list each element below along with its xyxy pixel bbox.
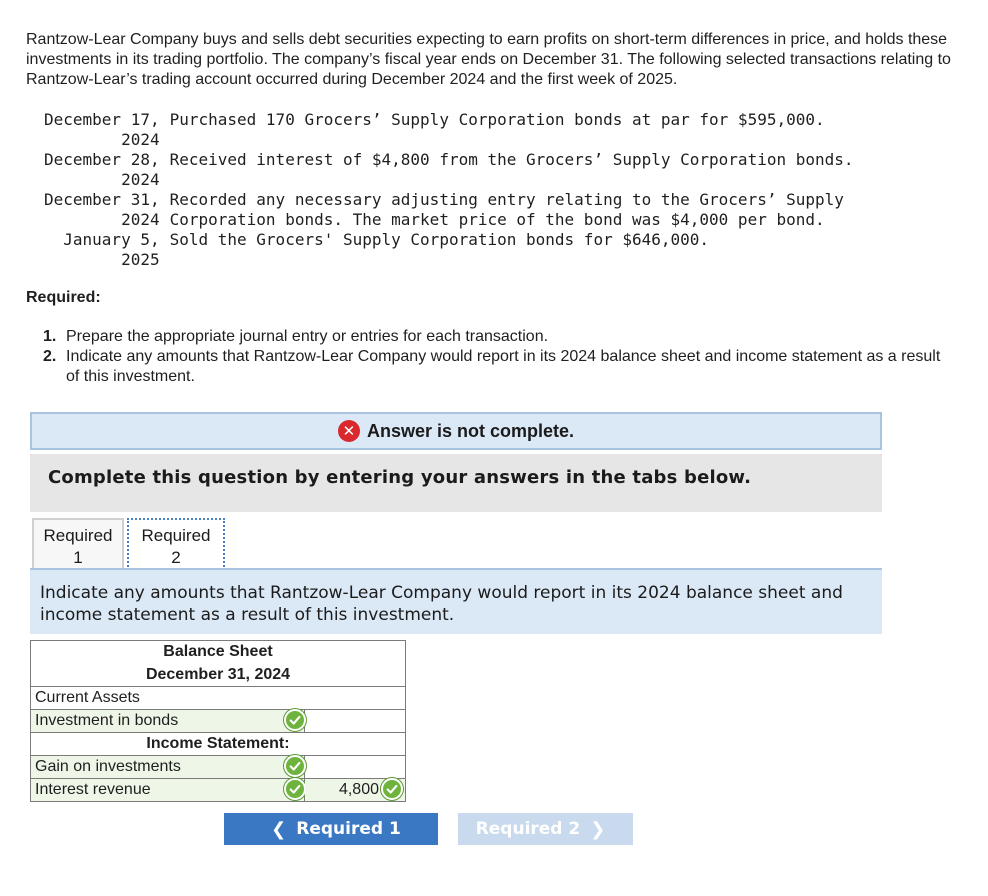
answer-status-banner	[30, 412, 882, 450]
tab-label-line1: Required	[141, 526, 211, 545]
interest-revenue-input[interactable]	[305, 779, 406, 802]
x-circle-icon: ✕	[338, 420, 360, 442]
transaction-date: December 31, 2024	[44, 190, 160, 229]
interest-label-text: Interest revenue	[35, 781, 151, 798]
requirements-list	[26, 327, 956, 387]
transaction-description: Received interest of $4,800 from the Grocers’ Supply Corporation bonds.	[169, 150, 854, 169]
tab-label-line1: Required	[43, 526, 113, 545]
gain-on-investments-label	[31, 756, 305, 779]
table-row	[31, 756, 406, 779]
instruction-bar: Complete this question by entering your answers in the tabs below.	[30, 454, 882, 512]
prev-button-label: Required 1	[296, 819, 401, 839]
investment-in-bonds-label	[31, 710, 305, 733]
tab-required-2[interactable]	[127, 518, 225, 570]
tab-label-line2: 1	[73, 548, 83, 567]
transaction-row	[44, 150, 950, 190]
tab-required-1[interactable]	[32, 518, 124, 570]
statement-title: Balance Sheet	[31, 641, 406, 664]
correct-check-icon	[284, 709, 306, 731]
requirement-text: Prepare the appropriate journal entry or entries for each transaction.	[66, 328, 549, 345]
transactions-list	[44, 110, 950, 270]
gain-on-investments-input[interactable]	[305, 756, 406, 779]
correct-check-icon	[381, 778, 403, 800]
gain-label-text: Gain on investments	[35, 758, 181, 775]
investment-label-text: Investment in bonds	[35, 712, 179, 729]
requirement-text: Indicate any amounts that Rantzow-Lear Company would report in its 2024 balance sheet and income statement as a result of this investment.	[66, 348, 941, 385]
required-heading: Required:	[26, 289, 101, 306]
table-row	[31, 710, 406, 733]
tab-panel-instructions: Indicate any amounts that Rantzow-Lear Company would report in its 2024 balance sheet and income statement as a result of this investment.	[30, 568, 882, 634]
transaction-date: January 5, 2025	[63, 230, 160, 269]
next-button-label: Required 2	[475, 819, 581, 839]
requirement-item	[26, 347, 956, 387]
investment-in-bonds-input[interactable]	[305, 710, 406, 733]
transaction-row	[44, 190, 950, 230]
statement-date: December 31, 2024	[31, 664, 406, 687]
transaction-row	[44, 230, 950, 270]
next-required-button[interactable]	[458, 813, 633, 845]
problem-intro: Rantzow-Lear Company buys and sells debt securities expecting to earn profits on short-term differences in price, and holds these investments in its trading portfolio. The company’s fiscal year ends on December 31. The following selected transactions relating to Rantzow-Lear’s trading account occurred during December 2024 and the first week of 2025.	[26, 31, 951, 88]
current-assets-label: Current Assets	[31, 687, 406, 710]
balance-sheet-table	[30, 640, 406, 802]
tab-label-line2: 2	[171, 548, 181, 567]
prev-required-button[interactable]	[224, 813, 438, 845]
requirement-number: 1.	[43, 328, 57, 345]
chevron-left-icon: ❮	[271, 818, 287, 840]
correct-check-icon	[284, 778, 306, 800]
answer-status-text: Answer is not complete.	[366, 420, 575, 441]
requirement-item	[26, 327, 956, 347]
transaction-date: December 28, 2024	[44, 150, 160, 189]
correct-check-icon	[284, 755, 306, 777]
interest-revenue-value: 4,800	[338, 781, 379, 798]
chevron-right-icon: ❯	[590, 818, 606, 840]
transaction-description: Recorded any necessary adjusting entry relating to the Grocers’ Supply Corporation bonds. The market price of the bond was $4,000 per bond.	[169, 190, 844, 229]
table-row	[31, 779, 406, 802]
transaction-description: Purchased 170 Grocers’ Supply Corporation bonds at par for $595,000.	[169, 110, 825, 129]
transaction-row	[44, 110, 950, 150]
transaction-date: December 17, 2024	[44, 110, 160, 149]
interest-revenue-label	[31, 779, 305, 802]
transaction-description: Sold the Grocers' Supply Corporation bonds for $646,000.	[169, 230, 710, 249]
requirement-number: 2.	[43, 348, 57, 365]
income-statement-heading: Income Statement:	[31, 733, 406, 756]
